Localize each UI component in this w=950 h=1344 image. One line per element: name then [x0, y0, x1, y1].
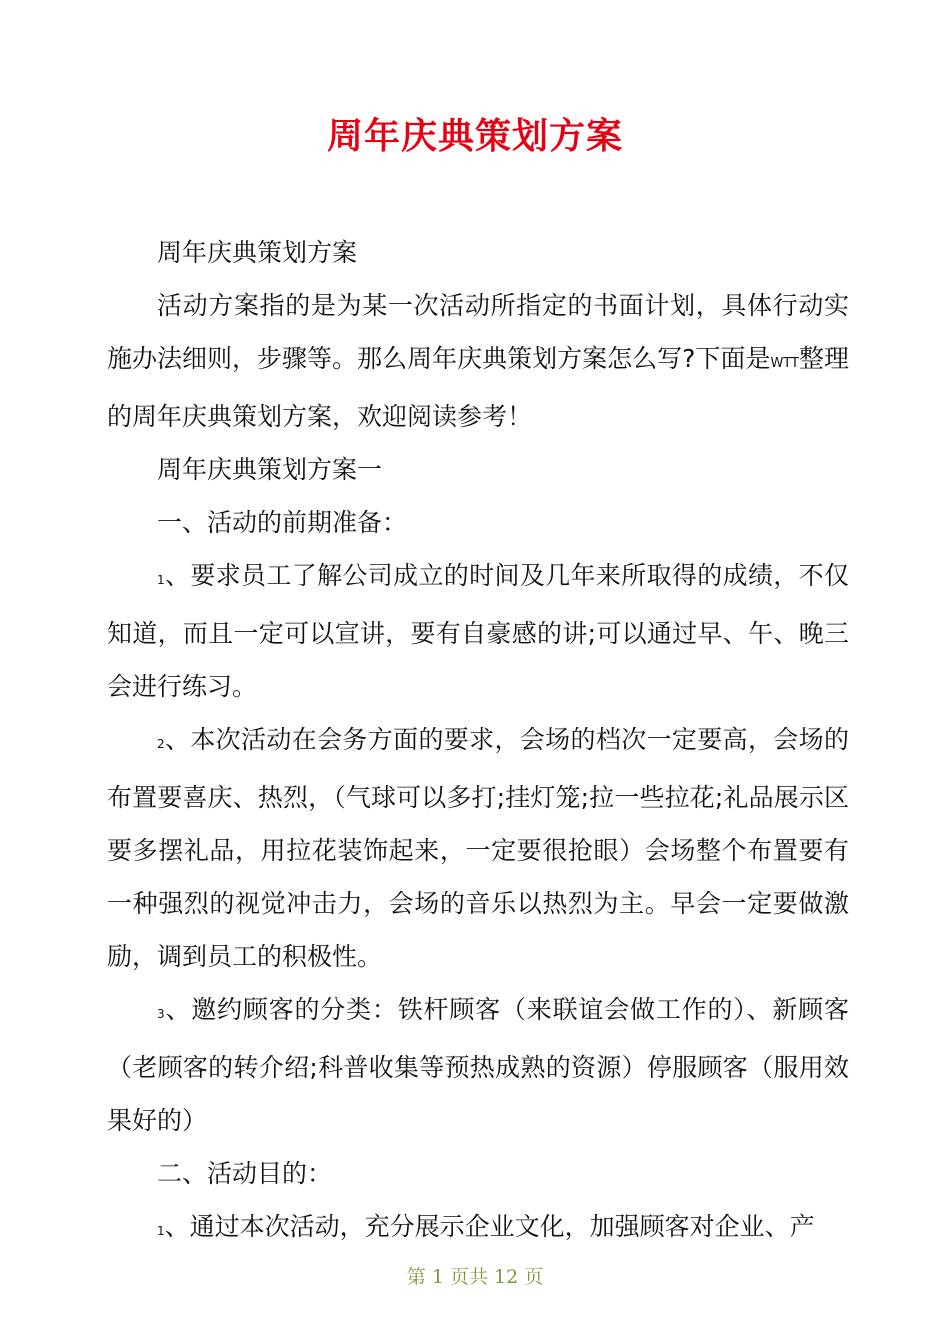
paragraph-text: 、邀约顾客的分类：铁杆顾客（来联谊会做工作的）、新顾客（老顾客的转介绍;科普收集等预热成熟的资源）停服顾客（服用效果好的）: [107, 995, 849, 1135]
paragraph-text: 整理的周年庆典策划方案，欢迎阅读参考！: [107, 344, 849, 431]
source-name: WTT: [770, 356, 799, 371]
list-number: 3: [157, 1007, 165, 1021]
list-item: [107, 983, 849, 1147]
paragraph-text: 一、活动的前期准备：: [157, 508, 408, 537]
paragraph-text: 周年庆典策划方案: [157, 238, 358, 267]
paragraph-subtitle: [107, 226, 849, 279]
paragraph-text: 、要求员工了解公司成立的时间及几年来所取得的成绩，不仅知道，而且一定可以宣讲，要有自豪感的讲;可以通过早、午、晚三会进行练习。: [107, 561, 849, 701]
paragraph-text: 、通过本次活动，充分展示企业文化，加强顾客对企业、产: [164, 1212, 815, 1241]
list-number: 1: [157, 1224, 165, 1238]
list-item: [107, 713, 849, 983]
document-body: [107, 226, 849, 1258]
section-heading: [107, 496, 849, 549]
paragraph-text: 周年庆典策划方案一: [157, 455, 383, 484]
list-item: [107, 549, 849, 713]
page-number-footer: 第 1 页共 12 页: [406, 1266, 544, 1288]
section-heading: [107, 443, 849, 496]
paragraph-text: 二、活动目的：: [157, 1159, 333, 1188]
paragraph-intro: [107, 279, 849, 443]
paragraph-text: 活动方案指的是为某一次活动所指定的书面计划，具体行动实施办法细则，步骤等。那么周年庆典策划方案怎么写?下面是: [107, 291, 849, 373]
document-title: 周年庆典策划方案: [326, 116, 623, 157]
section-heading: [107, 1147, 849, 1200]
list-item: [107, 1200, 849, 1258]
list-number: 2: [157, 737, 165, 751]
list-number: 1: [157, 573, 165, 587]
paragraph-text: 、本次活动在会务方面的要求，会场的档次一定要高，会场的布置要喜庆、热烈，（气球可以多打;挂灯笼;拉一些拉花;礼品展示区要多摆礼品，用拉花装饰起来，一定要很抢眼）会场整个布置要有一种强烈的视觉冲击力，会场的音乐以热烈为主。早会一定要做激励，调到员工的积极性。: [107, 725, 849, 971]
